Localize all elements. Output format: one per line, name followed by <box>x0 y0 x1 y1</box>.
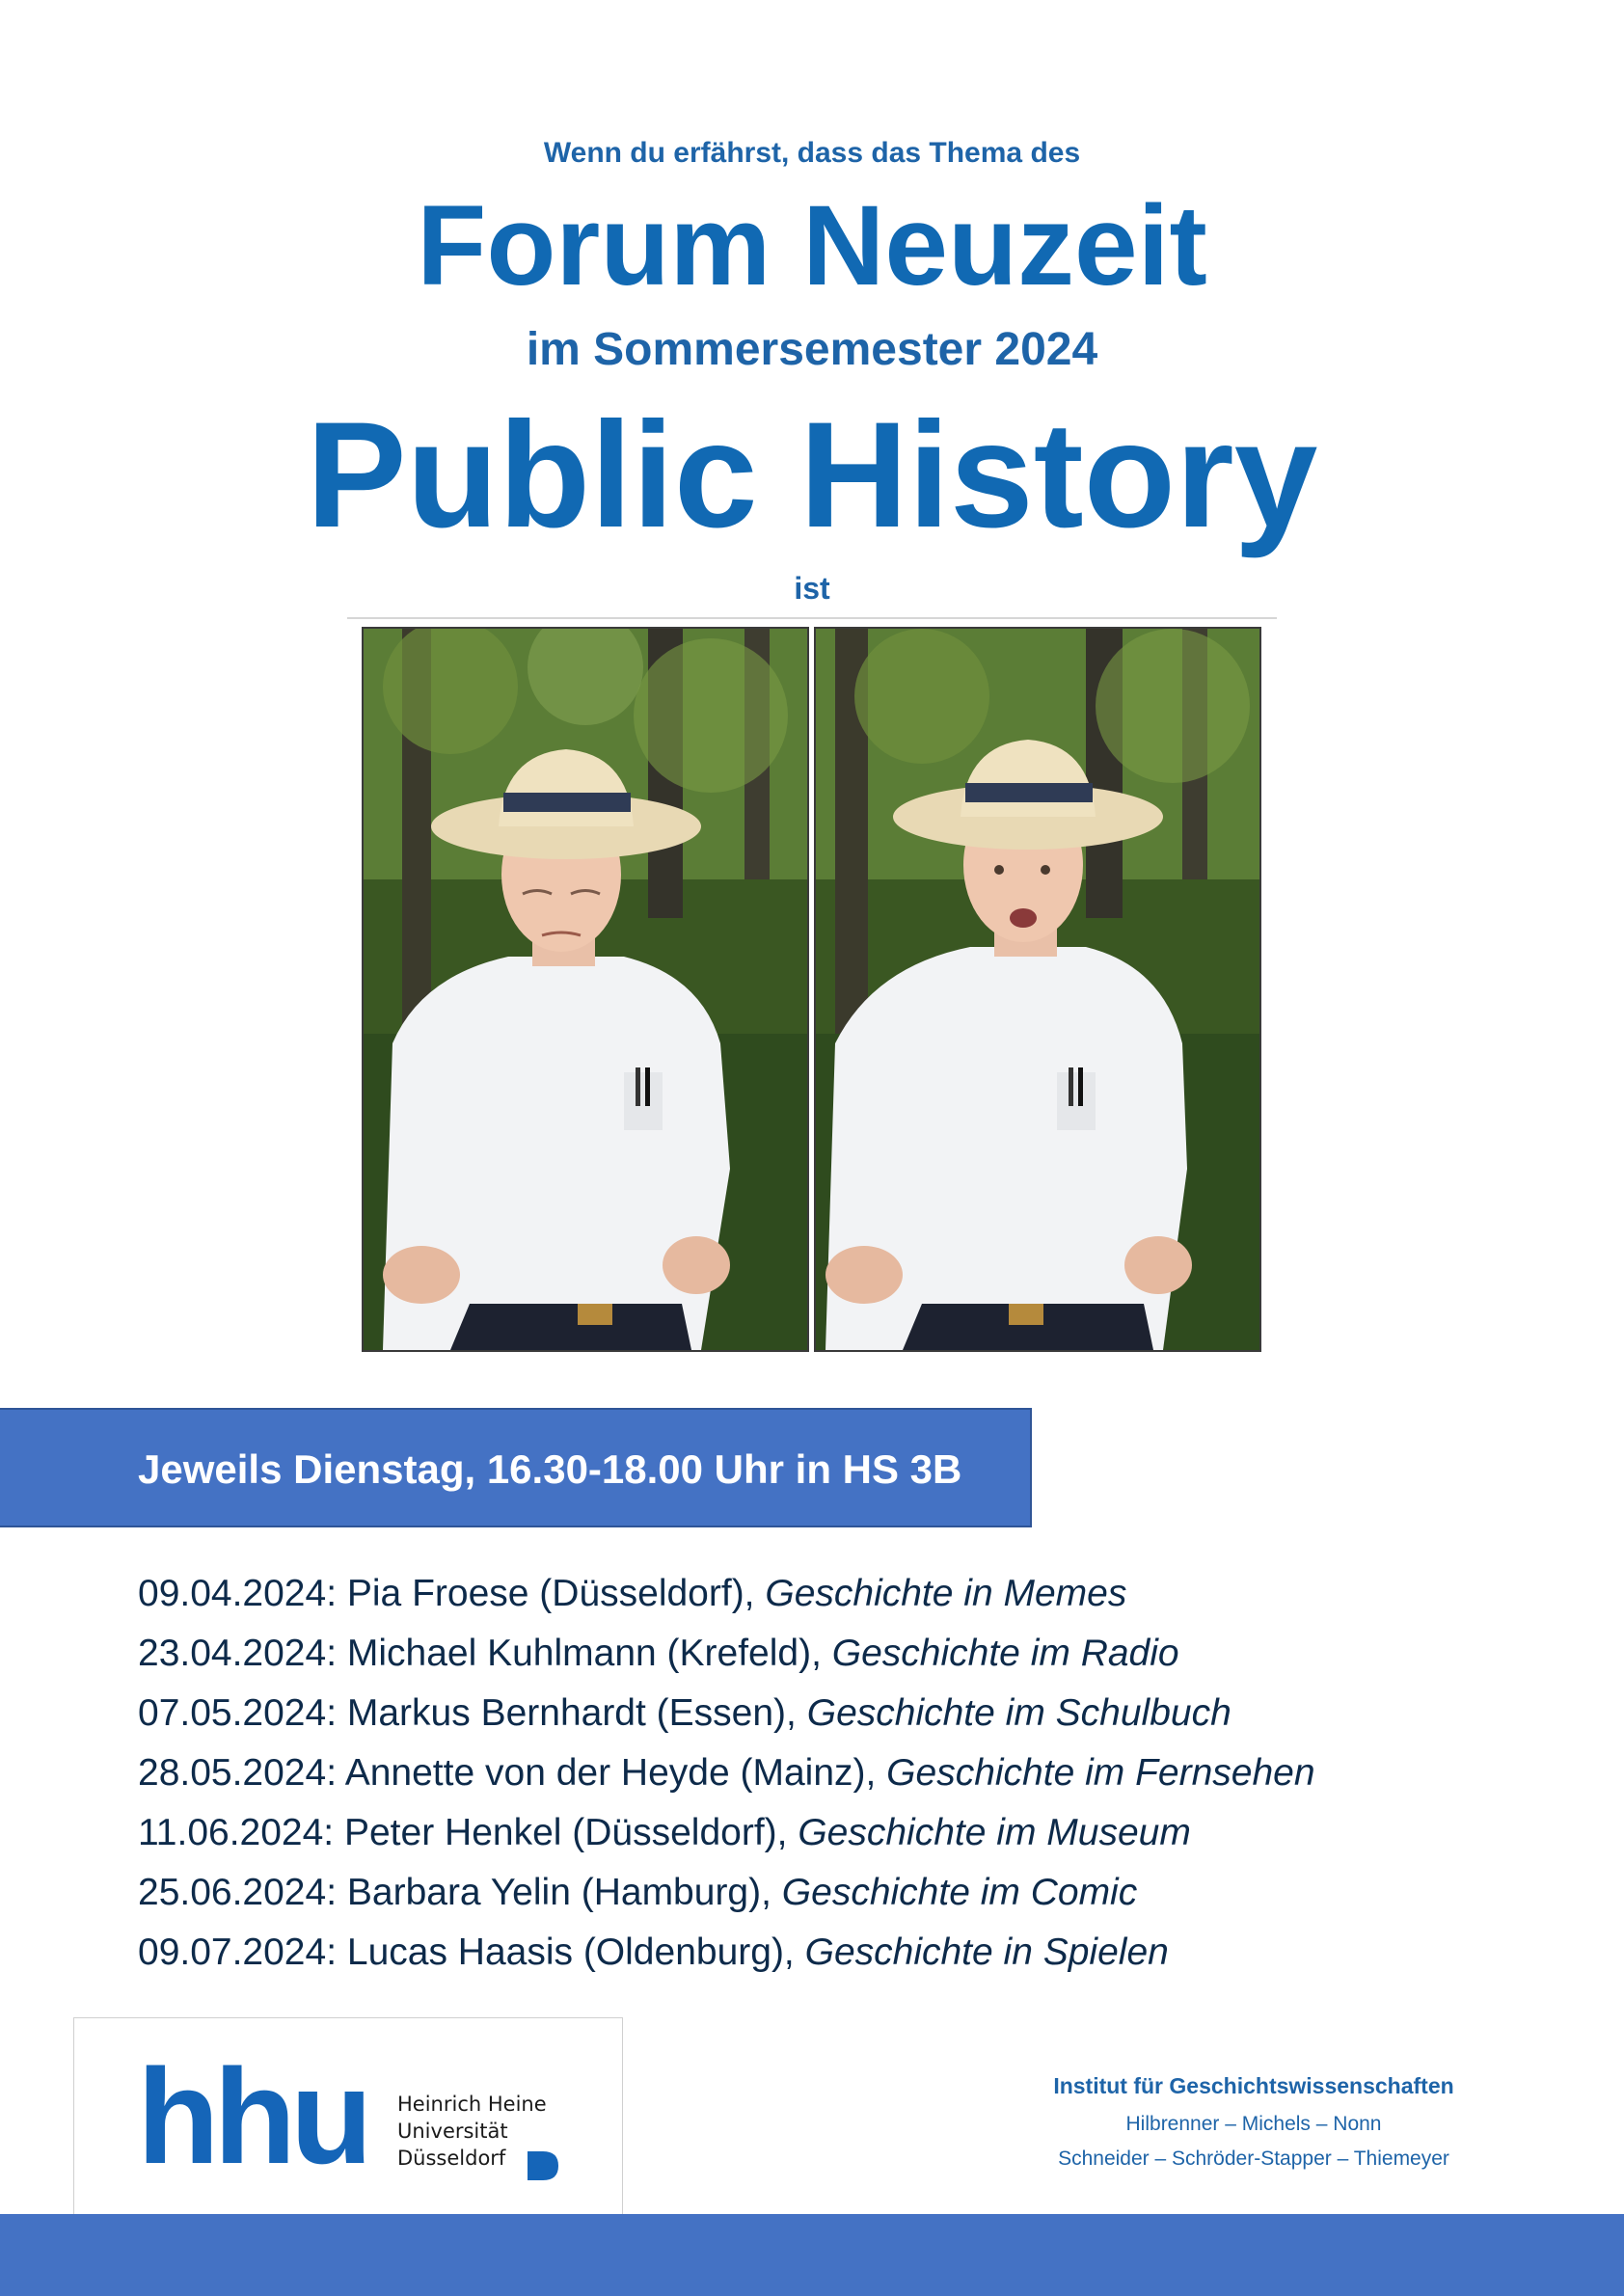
event-speaker: Annette von der Heyde (Mainz), <box>344 1752 877 1794</box>
institute-name: Institut für Geschichtswissenschaften <box>1053 2073 1454 2098</box>
event-speaker: Peter Henkel (Düsseldorf), <box>343 1812 788 1853</box>
event-topic: Geschichte im Schulbuch <box>806 1692 1232 1734</box>
schedule-item <box>138 1743 1315 1803</box>
hhu-logo-mark: hhu <box>137 2040 367 2192</box>
event-speaker: Barbara Yelin (Hamburg), <box>346 1872 771 1913</box>
schedule-item <box>138 1923 1315 1983</box>
schedule-item <box>138 1624 1315 1684</box>
event-date: 09.07.2024: <box>138 1931 338 1973</box>
event-topic: Geschichte im Museum <box>798 1812 1191 1853</box>
event-date: 09.04.2024: <box>138 1573 338 1614</box>
event-topic: Geschichte im Radio <box>831 1633 1179 1674</box>
event-date: 25.06.2024: <box>138 1872 338 1913</box>
intro-line: Wenn du erfährst, dass das Thema des <box>543 137 1081 169</box>
schedule-item <box>138 1564 1315 1624</box>
event-topic: Geschichte im Fernsehen <box>886 1752 1315 1794</box>
footer-bar <box>0 2214 1624 2296</box>
ist-line: ist <box>794 571 830 606</box>
schedule-item <box>138 1684 1315 1743</box>
event-speaker: Pia Froese (Düsseldorf), <box>346 1573 755 1614</box>
logo-line-3: Düsseldorf <box>397 2147 506 2170</box>
topic-title: Public History <box>306 392 1318 559</box>
event-topic: Geschichte in Memes <box>765 1573 1127 1614</box>
logo-line-1: Heinrich Heine <box>397 2093 547 2116</box>
banner-text: Jeweils Dienstag, 16.30-18.00 Uhr in HS 3B <box>138 1446 962 1492</box>
schedule-list <box>138 1564 1315 1983</box>
logo-dot-icon <box>528 2151 558 2180</box>
event-date: 07.05.2024: <box>138 1692 338 1734</box>
series-title: Forum Neuzeit <box>417 182 1207 310</box>
event-date: 11.06.2024: <box>138 1812 335 1853</box>
institute-info <box>984 2073 1524 2182</box>
event-date: 23.04.2024: <box>138 1633 338 1674</box>
event-speaker: Lucas Haasis (Oldenburg), <box>346 1931 795 1973</box>
schedule-item <box>138 1803 1315 1863</box>
schedule-item <box>138 1863 1315 1923</box>
university-logo <box>73 2017 623 2216</box>
organizers-line-2: Schneider – Schröder-Stapper – Thiemeyer <box>1058 2147 1449 2170</box>
event-topic: Geschichte in Spielen <box>804 1931 1169 1973</box>
event-speaker: Michael Kuhlmann (Krefeld), <box>346 1633 822 1674</box>
event-speaker: Markus Bernhardt (Essen), <box>346 1692 797 1734</box>
photo-surprised-illustration <box>816 629 1259 1350</box>
event-topic: Geschichte im Comic <box>781 1872 1138 1913</box>
event-date: 28.05.2024: <box>138 1752 338 1794</box>
photo-skeptical-illustration <box>364 629 807 1350</box>
logo-wordmark <box>397 2091 547 2172</box>
organizers-line-1: Hilbrenner – Michels – Nonn <box>1125 2113 1382 2135</box>
photo-skeptical <box>362 627 809 1352</box>
photo-surprised <box>814 627 1261 1352</box>
logo-line-2: Universität <box>397 2120 508 2143</box>
semester-line: im Sommersemester 2024 <box>526 324 1098 375</box>
divider <box>347 617 1277 619</box>
time-location-banner <box>0 1408 1032 1527</box>
